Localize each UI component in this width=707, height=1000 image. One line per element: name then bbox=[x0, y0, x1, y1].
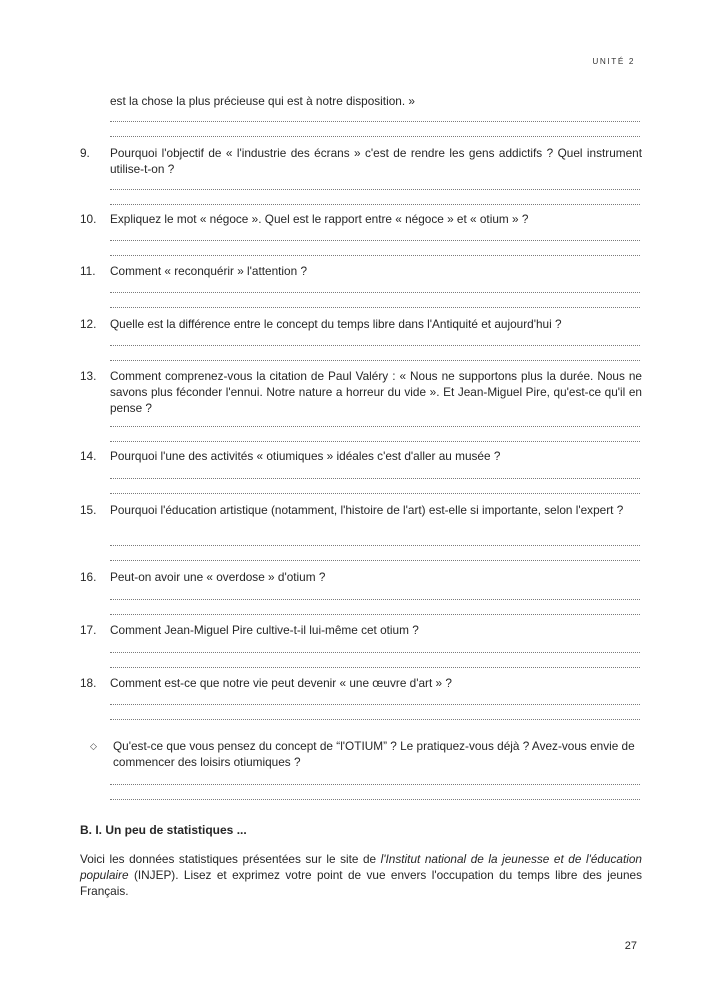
answer-line[interactable] bbox=[110, 719, 640, 720]
section-heading: B. I. Un peu de statistiques ... bbox=[80, 823, 247, 837]
question-text: Pourquoi l'objectif de « l'industrie des écrans » c'est de rendre les gens addictifs ? Quel instrument utilise-t-on ? bbox=[110, 146, 642, 176]
question-text: Peut-on avoir une « overdose » d'otium ? bbox=[110, 570, 326, 584]
question-number: 12. bbox=[80, 317, 97, 331]
answer-line[interactable] bbox=[110, 345, 640, 346]
question-text: Comment comprenez-vous la citation de Paul Valéry : « Nous ne supportons plus la durée. Nous ne savons plus féconder l'ennui. Notre nature a horreur du vide ». Et Jean-Miguel Pire, qu'est-ce qu'il en pense ? bbox=[110, 369, 642, 415]
question-text: Comment Jean-Miguel Pire cultive-t-il lui-même cet otium ? bbox=[110, 623, 419, 637]
answer-line[interactable] bbox=[110, 784, 640, 785]
answer-line[interactable] bbox=[110, 204, 640, 205]
page-number: 27 bbox=[624, 940, 637, 952]
question-number: 13. bbox=[80, 369, 97, 383]
answer-line[interactable] bbox=[110, 478, 640, 479]
institute-name: l'Institut national de la jeunesse et de l'éducation populaire bbox=[80, 852, 642, 882]
answer-line[interactable] bbox=[110, 360, 640, 361]
unit-header: UNITÉ 2 bbox=[592, 57, 635, 66]
question-text: Comment « reconquérir » l'attention ? bbox=[110, 264, 308, 278]
question-number: 14. bbox=[80, 449, 97, 463]
question-text: Pourquoi l'éducation artistique (notamment, l'histoire de l'art) est-elle si importante, selon l'expert ? bbox=[110, 503, 624, 517]
answer-line[interactable] bbox=[110, 614, 640, 615]
paragraph-text: (INJEP). Lisez et exprimez votre point de vue envers l'occupation du temps libre des jeunes Français. bbox=[80, 868, 642, 898]
answer-line[interactable] bbox=[110, 560, 640, 561]
answer-line[interactable] bbox=[110, 292, 640, 293]
bullet-question-text: Qu'est-ce que vous pensez du concept de “l'OTIUM” ? Le pratiquez-vous déjà ? Avez-vous envie de commencer des loisirs otiumiques ? bbox=[113, 739, 635, 769]
question-number: 16. bbox=[80, 570, 97, 584]
answer-line[interactable] bbox=[110, 136, 640, 137]
question-number: 11. bbox=[80, 264, 96, 278]
answer-line[interactable] bbox=[110, 441, 640, 442]
question-number: 17. bbox=[80, 623, 97, 637]
answer-line[interactable] bbox=[110, 599, 640, 600]
answer-line[interactable] bbox=[110, 426, 640, 427]
question-text: Quelle est la différence entre le concept du temps libre dans l'Antiquité et aujourd'hui ? bbox=[110, 317, 562, 331]
answer-line[interactable] bbox=[110, 240, 640, 241]
question-number: 15. bbox=[80, 503, 97, 517]
answer-line[interactable] bbox=[110, 667, 640, 668]
question-number: 9. bbox=[80, 146, 90, 160]
paragraph-text: Voici les données statistiques présentées sur le site de bbox=[80, 852, 381, 866]
question-text: Pourquoi l'une des activités « otiumiques » idéales c'est d'aller au musée ? bbox=[110, 449, 501, 463]
question-text: Comment est-ce que notre vie peut devenir « une œuvre d'art » ? bbox=[110, 676, 452, 690]
intro-line: est la chose la plus précieuse qui est à notre disposition. » bbox=[110, 94, 415, 108]
question-number: 18. bbox=[80, 676, 97, 690]
question-text: Expliquez le mot « négoce ». Quel est le rapport entre « négoce » et « otium » ? bbox=[110, 212, 529, 226]
answer-line[interactable] bbox=[110, 799, 640, 800]
question-number: 10. bbox=[80, 212, 97, 226]
diamond-bullet-icon: ◇ bbox=[90, 741, 97, 751]
answer-line[interactable] bbox=[110, 545, 640, 546]
answer-line[interactable] bbox=[110, 652, 640, 653]
answer-line[interactable] bbox=[110, 493, 640, 494]
answer-line[interactable] bbox=[110, 121, 640, 122]
answer-line[interactable] bbox=[110, 307, 640, 308]
section-paragraph bbox=[80, 851, 642, 899]
answer-line[interactable] bbox=[110, 704, 640, 705]
answer-line[interactable] bbox=[110, 189, 640, 190]
answer-line[interactable] bbox=[110, 255, 640, 256]
